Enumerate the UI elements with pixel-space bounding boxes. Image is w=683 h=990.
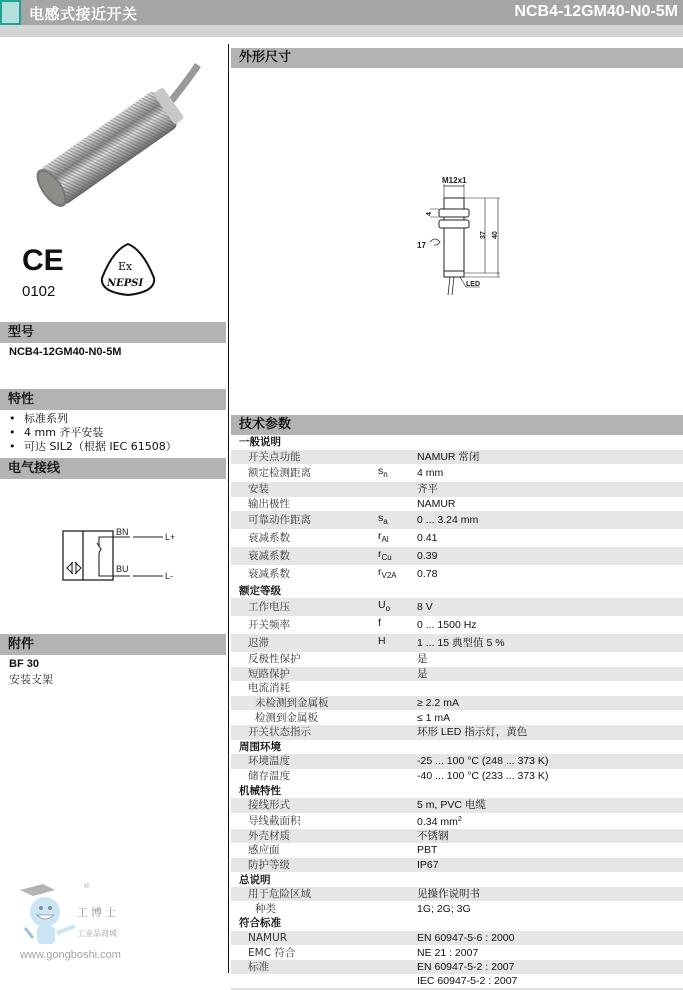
spec-label: 开关频率 bbox=[231, 616, 378, 634]
spec-group-header: 机械特性 bbox=[231, 783, 683, 798]
spec-label: 额定检测距离 bbox=[231, 464, 378, 482]
features-list bbox=[0, 410, 226, 456]
spec-row bbox=[231, 887, 683, 902]
header-bar bbox=[0, 0, 683, 25]
svg-text:LED: LED bbox=[466, 281, 480, 288]
spec-label: 种类 bbox=[231, 901, 378, 916]
spec-row bbox=[231, 464, 683, 482]
spec-label: 检测到金属板 bbox=[231, 710, 378, 725]
svg-text:L+: L+ bbox=[165, 532, 176, 542]
spec-value: IP67 bbox=[417, 858, 683, 873]
feature-item: • 标准系列 bbox=[9, 412, 217, 426]
spec-row bbox=[231, 754, 683, 769]
tech-data-section bbox=[231, 415, 683, 990]
spec-symbol: $s_n$ bbox=[378, 464, 417, 482]
svg-text:L-: L- bbox=[165, 571, 174, 581]
switch-contact-icon bbox=[97, 537, 113, 576]
spec-label: 短路保护 bbox=[231, 667, 378, 682]
spec-row bbox=[231, 529, 683, 547]
spec-label: 接线形式 bbox=[231, 798, 378, 813]
spec-symbol bbox=[378, 497, 417, 512]
spec-label: 环境温度 bbox=[231, 754, 378, 769]
svg-text:40: 40 bbox=[492, 231, 499, 239]
svg-text:BU: BU bbox=[116, 564, 129, 574]
spec-value bbox=[417, 681, 683, 696]
brand-swatch bbox=[0, 0, 21, 25]
svg-text:0102: 0102 bbox=[22, 283, 56, 300]
spec-row bbox=[231, 511, 683, 529]
spec-label: 安装 bbox=[231, 482, 378, 497]
spec-label: 衰减系数 bbox=[231, 547, 378, 565]
spec-group-header: 总说明 bbox=[231, 872, 683, 887]
certification-logos bbox=[20, 240, 220, 300]
spec-symbol bbox=[378, 696, 417, 711]
spec-label: 未检测到金属板 bbox=[231, 696, 378, 711]
svg-text:4: 4 bbox=[426, 212, 433, 216]
spec-row bbox=[231, 725, 683, 740]
spec-symbol bbox=[378, 901, 417, 916]
svg-text:工博士: 工博士 bbox=[77, 906, 119, 919]
spec-row bbox=[231, 710, 683, 725]
spec-symbol bbox=[378, 798, 417, 813]
spec-value: 1G; 2G; 3G bbox=[417, 901, 683, 916]
model-value: NCB4-12GM40-N0-5M bbox=[9, 346, 122, 358]
spec-row bbox=[231, 769, 683, 784]
spec-label: 输出极性 bbox=[231, 497, 378, 512]
product-model-header: NCB4-12GM40-N0-5M bbox=[514, 3, 678, 20]
spec-symbol bbox=[378, 482, 417, 497]
spec-value: 是 bbox=[417, 667, 683, 682]
spec-value: ≥ 2.2 mA bbox=[417, 696, 683, 711]
spec-label bbox=[231, 974, 378, 989]
spec-value: 0.39 bbox=[417, 547, 683, 565]
right-column bbox=[231, 48, 683, 68]
spec-label: 可靠动作距离 bbox=[231, 511, 378, 529]
svg-text:37: 37 bbox=[480, 231, 487, 239]
ce-mark-icon bbox=[22, 244, 64, 300]
spec-value: NAMUR bbox=[417, 497, 683, 512]
svg-text:BN: BN bbox=[116, 527, 129, 537]
spec-row bbox=[231, 482, 683, 497]
spec-group-header: 符合标准 bbox=[231, 916, 683, 931]
spec-label: 外壳材质 bbox=[231, 829, 378, 844]
spec-value: 0.78 bbox=[417, 565, 683, 583]
spec-symbol bbox=[378, 450, 417, 465]
column-divider bbox=[228, 44, 229, 973]
dimensions-section-title: 外形尺寸 bbox=[231, 48, 683, 68]
spec-value: EN 60947-5-6 : 2000 bbox=[417, 931, 683, 946]
spec-row bbox=[231, 497, 683, 512]
spec-row bbox=[231, 960, 683, 975]
spec-value: 0 ... 3.24 mm bbox=[417, 511, 683, 529]
spec-symbol: H bbox=[378, 634, 417, 652]
spec-label: 开关点功能 bbox=[231, 450, 378, 465]
spec-value: 4 mm bbox=[417, 464, 683, 482]
accessory-desc: 安装支架 bbox=[9, 673, 53, 686]
spec-row bbox=[231, 843, 683, 858]
svg-text:®: ® bbox=[83, 882, 90, 890]
spec-row bbox=[231, 616, 683, 634]
spec-symbol bbox=[378, 813, 417, 829]
spec-label: 工作电压 bbox=[231, 598, 378, 616]
spec-value: -25 ... 100 °C (248 ... 373 K) bbox=[417, 754, 683, 769]
spec-row bbox=[231, 945, 683, 960]
spec-label: 衰减系数 bbox=[231, 529, 378, 547]
product-category: 电感式接近开关 bbox=[29, 5, 138, 23]
spec-label: 电流消耗 bbox=[231, 681, 378, 696]
spec-label: 衰减系数 bbox=[231, 565, 378, 583]
wrench-icon bbox=[430, 239, 440, 245]
spec-row bbox=[231, 696, 683, 711]
spec-symbol bbox=[378, 945, 417, 960]
spec-label: 感应面 bbox=[231, 843, 378, 858]
spec-row bbox=[231, 798, 683, 813]
spec-group-header: 一般说明 bbox=[231, 435, 683, 450]
spec-symbol: $r_{V2A}$ bbox=[378, 565, 417, 583]
spec-label: 标准 bbox=[231, 960, 378, 975]
wiring-diagram bbox=[55, 525, 195, 585]
spec-label: 开关状态指示 bbox=[231, 725, 378, 740]
spec-symbol bbox=[378, 754, 417, 769]
spec-symbol bbox=[378, 667, 417, 682]
spec-row bbox=[231, 901, 683, 916]
spec-label: 反极性保护 bbox=[231, 652, 378, 667]
spec-symbol bbox=[378, 858, 417, 873]
features-section-title: 特性 bbox=[0, 389, 226, 410]
spec-row bbox=[231, 681, 683, 696]
spec-value: 8 V bbox=[417, 598, 683, 616]
spec-label: NAMUR bbox=[231, 931, 378, 946]
spec-row bbox=[231, 598, 683, 616]
spec-value: 见操作说明书 bbox=[417, 887, 683, 902]
svg-text:Ex: Ex bbox=[118, 260, 133, 273]
gongboshi-watermark bbox=[15, 878, 145, 963]
svg-text:工业品商城: 工业品商城 bbox=[77, 929, 117, 938]
spec-label: EMC 符合 bbox=[231, 945, 378, 960]
spec-row bbox=[231, 450, 683, 465]
spec-label: 迟滞 bbox=[231, 634, 378, 652]
spec-value: 0.34 $mm^2$ bbox=[417, 813, 683, 829]
spec-value: EN 60947-5-2 : 2007 bbox=[417, 960, 683, 975]
product-photo bbox=[28, 50, 198, 230]
spec-row bbox=[231, 829, 683, 844]
header-subbar bbox=[0, 25, 683, 37]
spec-value: ≤ 1 mA bbox=[417, 710, 683, 725]
spec-label: 导线截面积 bbox=[231, 813, 378, 829]
spec-symbol: f bbox=[378, 616, 417, 634]
spec-value: IEC 60947-5-2 : 2007 bbox=[417, 974, 683, 989]
spec-value: 是 bbox=[417, 652, 683, 667]
spec-row bbox=[231, 667, 683, 682]
svg-text:M12x1: M12x1 bbox=[442, 176, 467, 185]
spec-symbol bbox=[378, 769, 417, 784]
spec-value: 环形 LED 指示灯，黄色 bbox=[417, 725, 683, 740]
spec-symbol bbox=[378, 887, 417, 902]
spec-symbol: $r_{Al}$ bbox=[378, 529, 417, 547]
feature-item: • 可达 SIL2（根据 IEC 61508） bbox=[9, 440, 217, 454]
spec-value: NAMUR 常闭 bbox=[417, 450, 683, 465]
tech-spec-table bbox=[231, 435, 683, 990]
spec-value: 1 ... 15 典型值 5 % bbox=[417, 634, 683, 652]
inductive-sensor-icon bbox=[67, 562, 81, 574]
svg-text:www.gongboshi.com: www.gongboshi.com bbox=[20, 949, 121, 961]
spec-value: 5 m, PVC 电缆 bbox=[417, 798, 683, 813]
model-section-title: 型号 bbox=[0, 322, 226, 343]
dimension-drawing bbox=[410, 170, 510, 300]
spec-label: 储存温度 bbox=[231, 769, 378, 784]
spec-label: 防护等级 bbox=[231, 858, 378, 873]
spec-row bbox=[231, 858, 683, 873]
spec-symbol: $U_o$ bbox=[378, 598, 417, 616]
wiring-section-title: 电气接线 bbox=[0, 458, 226, 479]
spec-row bbox=[231, 974, 683, 989]
spec-symbol: $r_{Cu}$ bbox=[378, 547, 417, 565]
accessories-section-title: 附件 bbox=[0, 634, 226, 655]
spec-symbol bbox=[378, 974, 417, 989]
spec-symbol bbox=[378, 710, 417, 725]
nepsi-mark-icon bbox=[102, 244, 154, 295]
spec-symbol bbox=[378, 931, 417, 946]
spec-group-header: 周围环境 bbox=[231, 740, 683, 755]
spec-value: 0 ... 1500 Hz bbox=[417, 616, 683, 634]
spec-symbol bbox=[378, 829, 417, 844]
spec-row bbox=[231, 652, 683, 667]
spec-row bbox=[231, 931, 683, 946]
spec-group-header: 额定等级 bbox=[231, 583, 683, 598]
feature-item: • 4 mm 齐平安装 bbox=[9, 426, 217, 440]
spec-row bbox=[231, 813, 683, 829]
accessory-code: BF 30 bbox=[9, 658, 39, 670]
spec-symbol bbox=[378, 843, 417, 858]
spec-value: PBT bbox=[417, 843, 683, 858]
spec-symbol bbox=[378, 652, 417, 667]
spec-value: 不锈钢 bbox=[417, 829, 683, 844]
spec-symbol: $s_a$ bbox=[378, 511, 417, 529]
spec-value: 齐平 bbox=[417, 482, 683, 497]
tech-section-title: 技术参数 bbox=[231, 415, 683, 435]
spec-label: 用于危险区域 bbox=[231, 887, 378, 902]
svg-text:NEPSI: NEPSI bbox=[107, 278, 144, 289]
spec-symbol bbox=[378, 725, 417, 740]
spec-symbol bbox=[378, 960, 417, 975]
spec-value: -40 ... 100 °C (233 ... 373 K) bbox=[417, 769, 683, 784]
spec-symbol bbox=[378, 681, 417, 696]
spec-value: NE 21 : 2007 bbox=[417, 945, 683, 960]
spec-row bbox=[231, 565, 683, 583]
spec-value: 0.41 bbox=[417, 529, 683, 547]
spec-row bbox=[231, 634, 683, 652]
svg-text:CE: CE bbox=[22, 244, 64, 277]
spec-row bbox=[231, 547, 683, 565]
svg-text:17: 17 bbox=[417, 241, 426, 250]
